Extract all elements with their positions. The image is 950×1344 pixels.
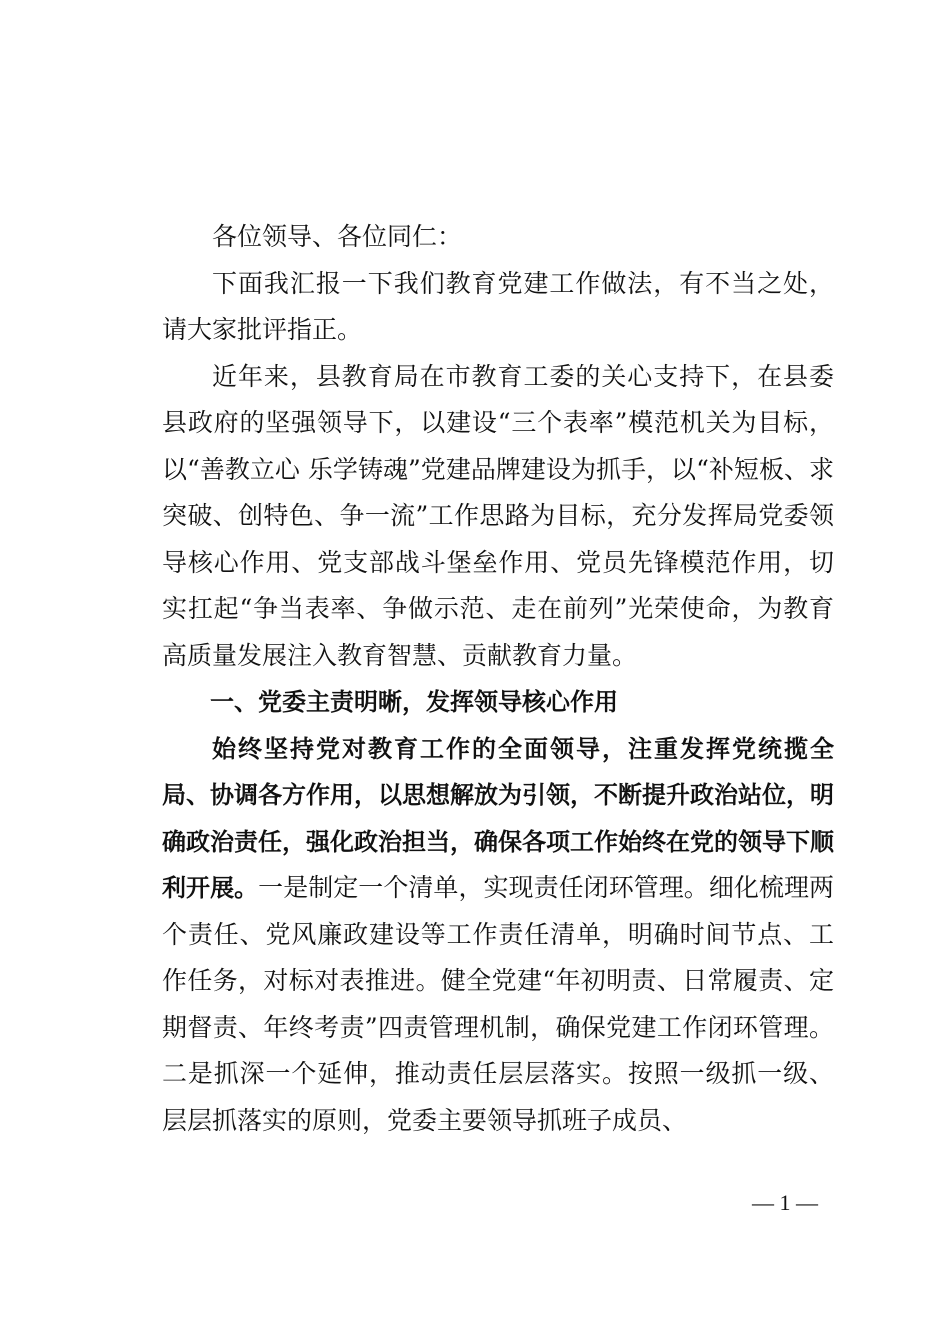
section-1-paragraph: [162, 726, 834, 1145]
section-1-lead-bold: 始终坚持党对教育工作的全面领导，注重发挥党统揽全局、协调各方作用，以思想解放为引领，不断提升政治站位，明确政治责任，强化政治担当，确保各项工作始终在党的领导下顺利开展。: [162, 734, 834, 902]
document-body: [162, 214, 834, 1144]
section-heading-1: 一、党委主责明晰，发挥领导核心作用: [210, 688, 618, 716]
page-number: — 1 —: [752, 1190, 818, 1215]
salutation: 各位领导、各位同仁：: [212, 222, 463, 251]
section-1-rest: 一是制定一个清单，实现责任闭环管理。细化梳理两个责任、党风廉政建设等工作责任清单，明确时间节点、工作任务，对标对表推进。健全党建“年初明责、日常履责、定期督责、年终考责”四责管理机制，确保党建工作闭环管理。二是抓深一个延伸，推动责任层层落实。按照一级抓一级、层层抓落实的原则，党委主要领导抓班子成员、: [162, 873, 834, 1135]
paragraph-intro: 下面我汇报一下我们教育党建工作做法，有不当之处，请大家批评指正。: [162, 268, 834, 344]
paragraph-overview: 近年来，县教育局在市教育工委的关心支持下，在县委县政府的坚强领导下，以建设“三个表率”模范机关为目标，以“善教立心 乐学铸魂”党建品牌建设为抓手，以“补短板、求突破、创特色、争一流”工作思路为目标，充分发挥局党委领导核心作用、党支部战斗堡垒作用、党员先锋模范作用，切实扛起“争当表率、争做示范、走在前列”光荣使命，为教育高质量发展注入教育智慧、贡献教育力量。: [162, 361, 834, 670]
